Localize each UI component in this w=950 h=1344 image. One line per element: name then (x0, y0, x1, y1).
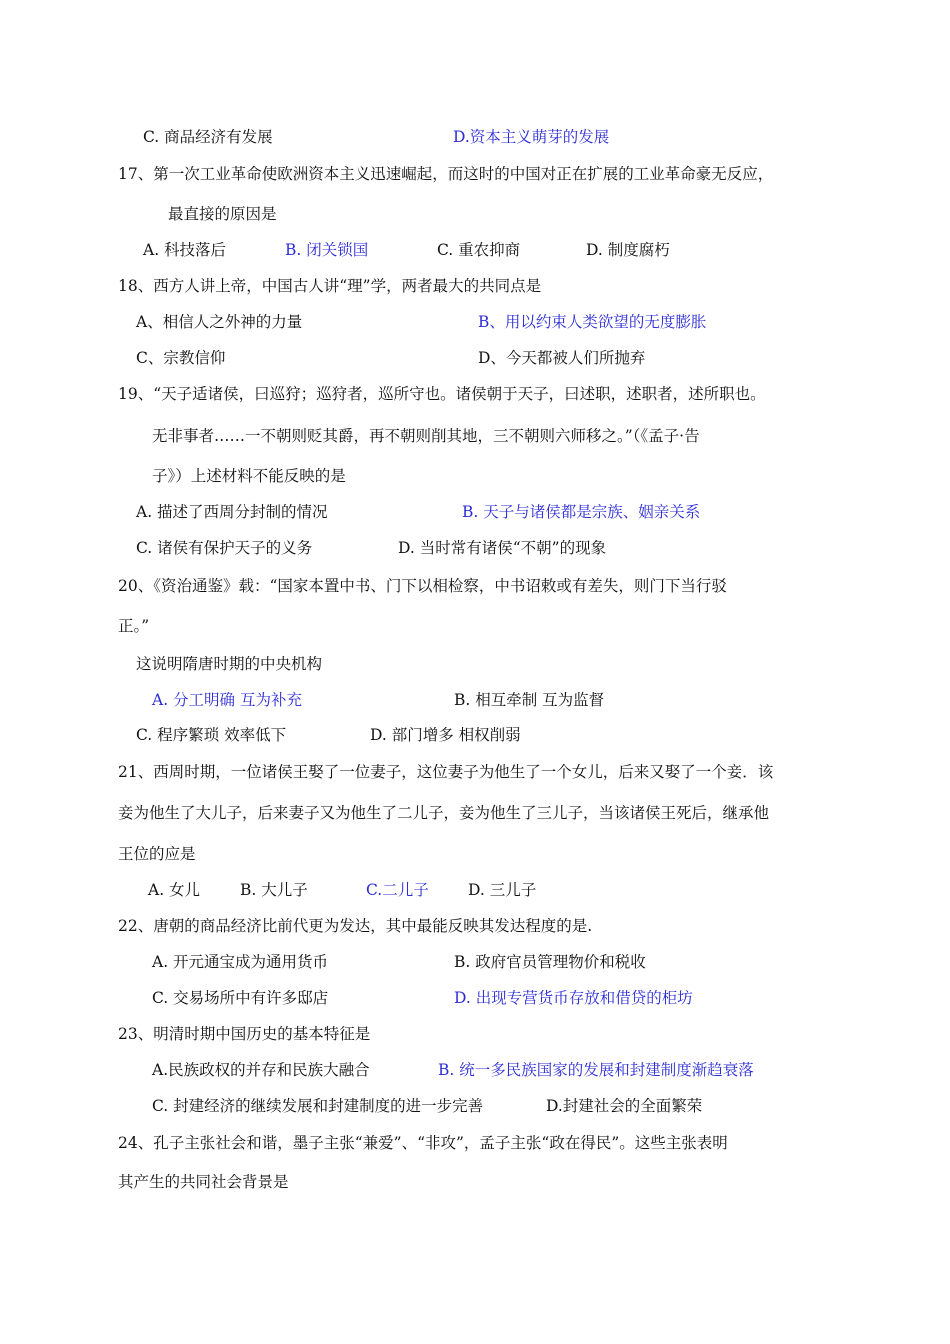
q23-stem-line1: 23、明清时期中国历史的基本特征是 (118, 1025, 371, 1043)
q17-stem-line2: 最直接的原因是 (168, 205, 277, 223)
q18-stem-line1: 18、西方人讲上帝，中国古人讲“理”学，两者最大的共同点是 (118, 277, 542, 295)
q17-option-d: D. 制度腐朽 (586, 241, 670, 259)
q23-option-d: D.封建社会的全面繁荣 (546, 1097, 703, 1115)
q18-option-b-answer: B、用以约束人类欲望的无度膨胀 (478, 313, 707, 331)
q21-option-b: B. 大儿子 (240, 881, 308, 899)
q21-option-c-answer: C.二儿子 (366, 881, 429, 899)
q20-option-b: B. 相互牵制 互为监督 (454, 691, 605, 709)
q22-option-d-answer: D. 出现专营货币存放和借贷的柜坊 (454, 989, 693, 1007)
q17-stem-line1: 17、第一次工业革命使欧洲资本主义迅速崛起，而这时的中国对正在扩展的工业革命豪无反应， (118, 165, 774, 183)
q23-option-b-answer: B. 统一多民族国家的发展和封建制度渐趋衰落 (438, 1061, 754, 1079)
q20-option-d: D. 部门增多 相权削弱 (370, 726, 521, 744)
q19-stem-line2: 无非事者……一不朝则贬其爵，再不朝则削其地，三不朝则六师移之。”（《孟子·告 (152, 427, 700, 445)
q19-stem-line1: 19、“天子适诸侯，曰巡狩；巡狩者，巡所守也。诸侯朝于天子，曰述职，述职者，述所职也。 (118, 385, 766, 403)
q19-option-d: D. 当时常有诸侯“不朝”的现象 (398, 539, 607, 557)
q20-stem-line2: 正。” (118, 617, 150, 635)
q18-option-a: A、相信人之外神的力量 (136, 313, 303, 331)
q21-stem-line2: 妾为他生了大儿子，后来妻子又为他生了二儿子，妾为他生了三儿子，当该诸侯王死后，继承他 (118, 804, 770, 822)
q22-option-c: C. 交易场所中有许多邸店 (152, 989, 329, 1007)
q24-stem-line2: 其产生的共同社会背景是 (118, 1173, 289, 1191)
q19-option-a: A. 描述了西周分封制的情况 (136, 503, 328, 521)
q19-stem-line3: 子》）上述材料不能反映的是 (152, 467, 346, 485)
q21-option-a: A. 女儿 (148, 881, 201, 899)
q17-option-c: C. 重农抑商 (437, 241, 521, 259)
q17-option-b-answer: B. 闭关锁国 (285, 241, 369, 259)
q21-option-d: D. 三儿子 (468, 881, 537, 899)
q16-option-c: C. 商品经济有发展 (143, 128, 273, 146)
q19-option-c: C. 诸侯有保护天子的义务 (136, 539, 313, 557)
q22-stem-line1: 22、唐朝的商品经济比前代更为发达，其中最能反映其发达程度的是. (118, 917, 593, 935)
q20-option-c: C. 程序繁琐 效率低下 (136, 726, 287, 744)
q17-option-a: A. 科技落后 (143, 241, 227, 259)
q20-stem-line1: 20、《资治通鉴》载：“国家本置中书、门下以相检察，中书诏敕或有差失，则门下当行驳 (118, 577, 727, 595)
q23-option-a: A.民族政权的并存和民族大融合 (152, 1061, 370, 1079)
q18-option-c: C、宗教信仰 (136, 349, 226, 367)
q18-option-d: D、今天都被人们所抛弃 (478, 349, 646, 367)
q20-option-a-answer: A. 分工明确 互为补充 (152, 691, 302, 709)
q24-stem-line1: 24、孔子主张社会和谐，墨子主张“兼爱”、“非攻”，孟子主张“政在得民”。这些主张表明 (118, 1134, 728, 1152)
q23-option-c: C. 封建经济的继续发展和封建制度的进一步完善 (152, 1097, 484, 1115)
q21-stem-line3: 王位的应是 (118, 845, 196, 863)
q16-option-d-answer: D.资本主义萌芽的发展 (453, 128, 610, 146)
q22-option-a: A. 开元通宝成为通用货币 (152, 953, 329, 971)
q22-option-b: B. 政府官员管理物价和税收 (454, 953, 646, 971)
q20-stem-line3: 这说明隋唐时期的中央机构 (136, 655, 323, 673)
q21-stem-line1: 21、西周时期，一位诸侯王娶了一位妻子，这位妻子为他生了一个女儿，后来又娶了一个妾．该 (118, 763, 774, 781)
q19-option-b-answer: B. 天子与诸侯都是宗族、姻亲关系 (462, 503, 701, 521)
